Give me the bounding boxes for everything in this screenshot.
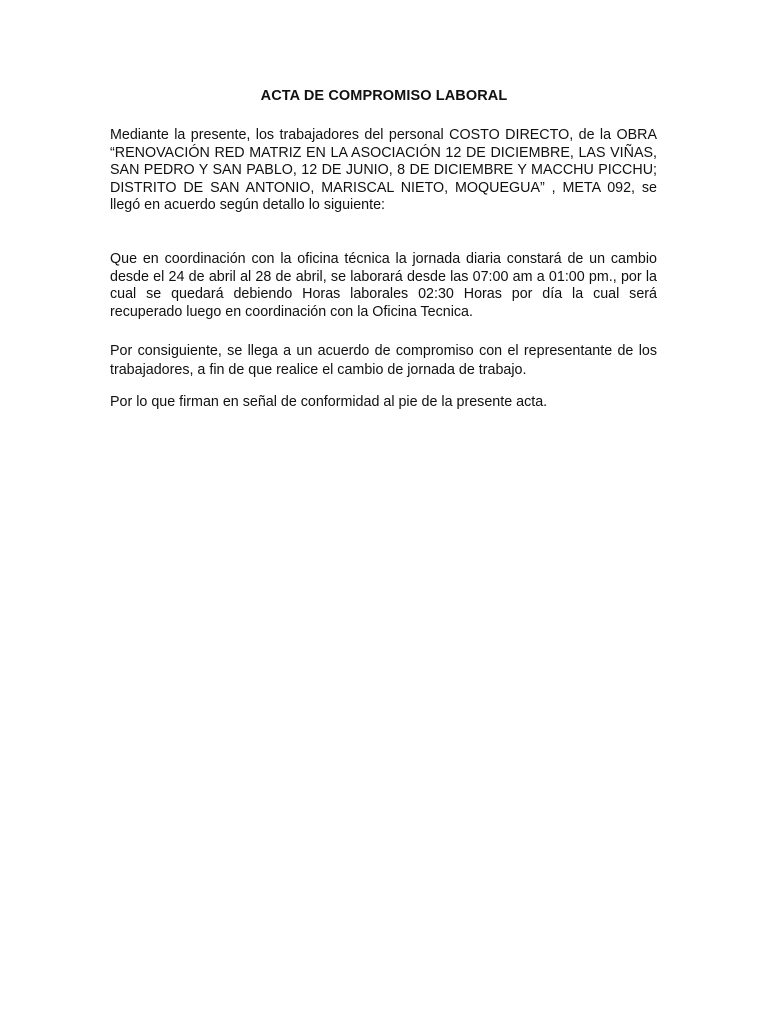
paragraph-schedule: Que en coordinación con la oficina técnica la jornada diaria constará de un cambio desde el 24 de abril al 28 de abril, se laborará desde las 07:00 am a 01:00 pm., por la cual se quedará debiendo Horas laborales 02:30 Horas por día la cual será recuperado luego en coordinación con la Oficina Tecnica. xyxy=(110,251,657,320)
paragraph-agreement: Por consiguiente, se llega a un acuerdo de compromiso con el representante de los trabajadores, a fin de que realice el cambio de jornada de trabajo. xyxy=(110,343,657,378)
paragraph-intro: Mediante la presente, los trabajadores del personal COSTO DIRECTO, de la OBRA “RENOVACIÓN RED MATRIZ EN LA ASOCIACIÓN 12 DE DICIEMBRE, LAS VIÑAS, SAN PEDRO Y SAN PABLO, 12 DE JUNIO, 8 DE DICIEMBRE Y MACCHU PICCHU; DISTRITO DE SAN ANTONIO, MARISCAL NIETO, MOQUEGUA” , META 092, se llegó en acuerdo según detallo lo siguiente: xyxy=(110,127,657,213)
paragraph-signature-note: Por lo que firman en señal de conformidad al pie de la presente acta. xyxy=(110,394,548,410)
document-title: ACTA DE COMPROMISO LABORAL xyxy=(260,88,508,104)
